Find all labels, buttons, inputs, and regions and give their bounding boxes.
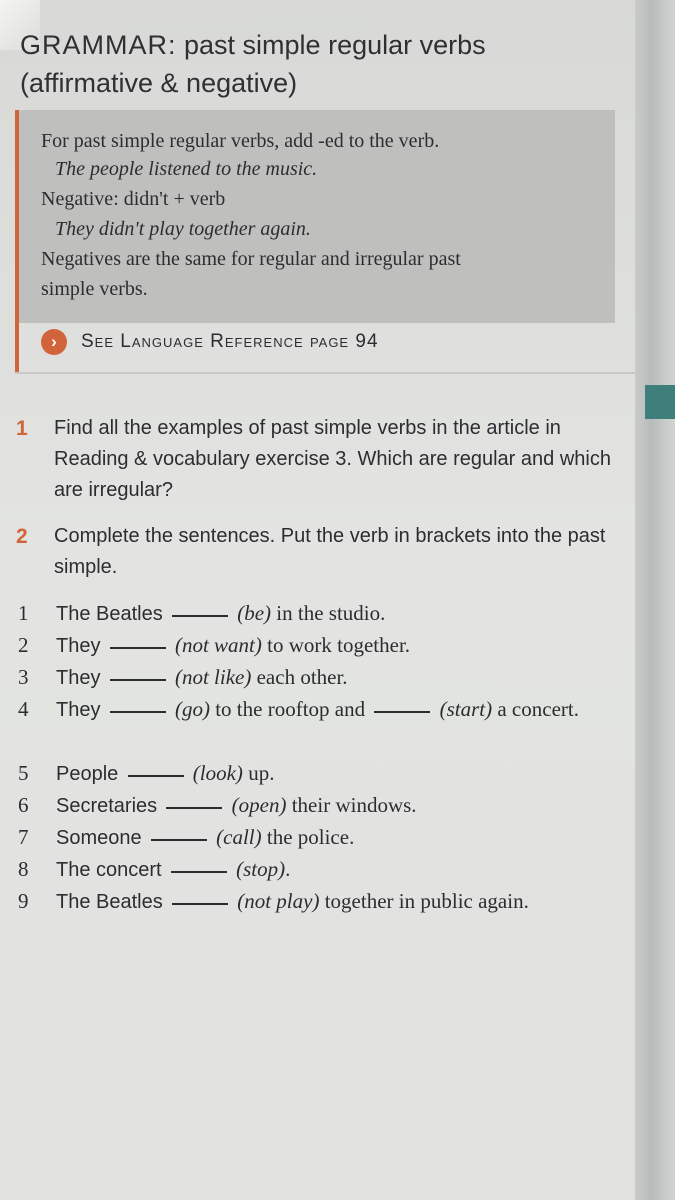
exercise-number: 1 [16, 417, 28, 440]
answer-blank[interactable] [128, 774, 184, 777]
language-reference-text: See Language Reference page 94 [81, 331, 379, 352]
title-line-1 [20, 26, 580, 64]
sentence-body [56, 789, 596, 822]
sentence-number: 3 [18, 665, 29, 689]
sentence-number: 2 [18, 633, 29, 657]
sentence-item [18, 629, 618, 661]
sentence-rest: . [285, 857, 291, 881]
sentence-rest: each other. [256, 665, 348, 689]
sentence-subject: The concert [56, 859, 162, 881]
sentence-item [18, 597, 618, 629]
sentence-body [56, 885, 596, 918]
verb-prompt: (stop) [236, 857, 286, 881]
answer-blank[interactable] [172, 614, 228, 617]
answer-blank[interactable] [166, 806, 222, 809]
grammar-example: They didn't play together again. [55, 218, 311, 240]
verb-prompt: (go) [174, 697, 210, 721]
exercise-number: 2 [16, 525, 28, 548]
verb-prompt: (open) [231, 793, 287, 817]
sentence-number: 4 [18, 697, 29, 721]
verb-prompt: (not like) [174, 665, 252, 689]
sentence-rest: together in public again. [324, 889, 529, 913]
sentence-subject: Secretaries [56, 795, 158, 817]
grammar-box [15, 110, 615, 380]
language-reference-link[interactable] [41, 325, 379, 359]
sentence-item [18, 885, 618, 917]
sentence-rest: up. [248, 761, 275, 785]
title-main: past simple regular verbs [184, 30, 486, 60]
title-subtitle: (affirmative & negative) [20, 68, 298, 98]
grammar-line: For past simple regular verbs, add -ed to the verb. [41, 130, 440, 152]
sentence-subject: They [56, 699, 101, 721]
sentence-number: 5 [18, 761, 29, 785]
answer-blank[interactable] [110, 646, 166, 649]
sentence-number: 7 [18, 825, 29, 849]
sentence-number: 9 [18, 889, 29, 913]
sentence-item [18, 693, 618, 757]
sentence-body [56, 821, 596, 854]
verb-prompt: (call) [216, 825, 262, 849]
grammar-title [20, 26, 580, 102]
sentence-subject: Someone [56, 827, 142, 849]
sentence-number: 6 [18, 793, 29, 817]
sentence-body [56, 629, 596, 662]
verb-prompt: (not want) [174, 633, 262, 657]
sentence-item [18, 853, 618, 885]
sentence-body [56, 597, 596, 630]
sentence-subject: People [56, 763, 119, 785]
answer-blank[interactable] [171, 870, 227, 873]
sentence-subject: The Beatles [56, 891, 163, 913]
answer-blank[interactable] [374, 710, 430, 713]
sentence-list [18, 597, 618, 917]
grammar-line: Negatives are the same for regular and irregular past [41, 248, 461, 270]
sentence-number: 1 [18, 601, 29, 625]
sentence-subject: They [56, 667, 101, 689]
verb-prompt: (not play) [237, 889, 320, 913]
sentence-item [18, 661, 618, 693]
sentence-body [56, 693, 596, 726]
sentence-body [56, 757, 596, 790]
answer-blank[interactable] [151, 838, 207, 841]
exercise-instruction: Complete the sentences. Put the verb in brackets into the past simple. [54, 525, 606, 578]
sentence-item [18, 757, 618, 789]
sentence-body [56, 853, 596, 886]
sentence-rest: their windows. [291, 793, 417, 817]
grammar-box-rule [15, 110, 19, 372]
grammar-line: Negative: didn't + verb [41, 188, 226, 210]
sentence-rest: a concert. [497, 697, 579, 721]
title-label: GRAMMAR: [20, 30, 177, 60]
verb-prompt: (start) [439, 697, 493, 721]
sentence-item [18, 821, 618, 853]
sentence-rest: to work together. [267, 633, 411, 657]
page-tab-marker [645, 385, 675, 419]
divider [15, 372, 635, 374]
chevron-right-icon: › [41, 329, 67, 355]
answer-blank[interactable] [110, 678, 166, 681]
sentence-rest: to the rooftop and [215, 697, 366, 721]
exercise-instruction: Find all the examples of past simple verbs in the article in Reading & vocabulary exercise 3. Which are regular and which are irregular? [54, 417, 611, 501]
sentence-number: 8 [18, 857, 29, 881]
sentence-item [18, 789, 618, 821]
sentence-subject: The Beatles [56, 603, 163, 625]
answer-blank[interactable] [110, 710, 166, 713]
grammar-example: The people listened to the music. [55, 158, 318, 180]
verb-prompt: (look) [192, 761, 243, 785]
grammar-line: simple verbs. [41, 278, 148, 300]
verb-prompt: (be) [237, 601, 272, 625]
sentence-rest: the police. [266, 825, 355, 849]
answer-blank[interactable] [172, 902, 228, 905]
sentence-subject: They [56, 635, 101, 657]
page-edge [635, 0, 675, 1200]
sentence-rest: in the studio. [276, 601, 386, 625]
sentence-body [56, 661, 596, 694]
